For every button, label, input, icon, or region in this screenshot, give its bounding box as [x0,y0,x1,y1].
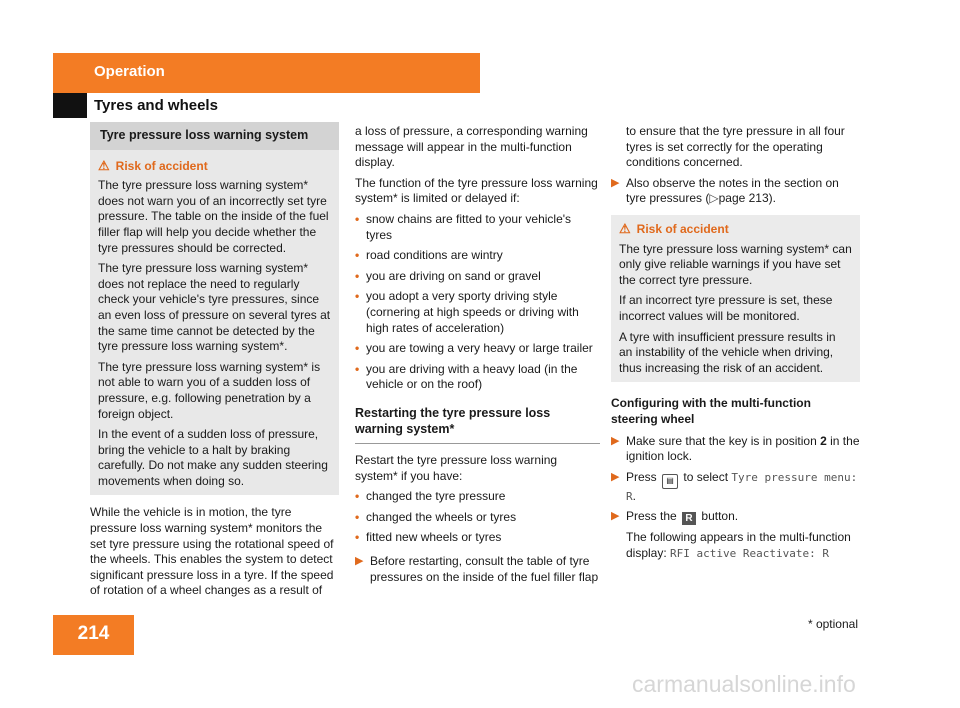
limitation-list [355,212,600,393]
watermark: carmanualsonline.info [632,671,856,697]
bullet-icon: • [355,361,360,376]
risk-paragraph: In the event of a sudden loss of pressure, bring the vehicle to a halt by braking carefully. Do not make any sudden steering movements when doing so. [98,427,328,488]
step-arrow-icon: ▶ [355,555,364,568]
page-ref: page 213). [718,191,776,206]
list-item: • changed the wheels or tyres [355,509,517,524]
page-ref-icon: ▷ [709,191,719,206]
header-marker [53,93,87,118]
bullet-icon: • [355,248,360,263]
risk-heading [98,158,331,175]
column-2 [355,124,600,590]
instruction-step: ▶ Make sure that the key is in position 2 in the ignition lock. [611,433,860,464]
r-button-icon: R [682,512,696,525]
body-paragraph: to ensure that the tyre pressure in all four tyres is set correctly for the operating conditions concerned. [626,124,845,170]
column-3 [611,124,860,566]
body-paragraph: Restart the tyre pressure loss warning system* if you have: [355,453,558,483]
step-arrow-icon: ▶ [611,434,620,447]
list-item: • road conditions are wintry [355,248,503,263]
key-position: 2 [820,433,827,448]
restart-heading: Restarting the tyre pressure loss warning system* [355,406,600,444]
warning-triangle-icon: ⚠ [619,220,631,236]
step-arrow-icon: ▶ [611,510,620,523]
footnote: * optional [807,617,858,631]
risk-paragraph: The tyre pressure loss warning system* does not warn you of an incorrectly set tyre pressure. The table on the inside of the fuel filler flap will help you decide whether the tyre pressures should be corrected. [98,178,329,255]
bullet-icon: • [355,211,360,226]
step-arrow-icon: ▶ [611,470,620,483]
config-heading: Configuring with the multi-function steering wheel [611,396,811,426]
box-title: Tyre pressure loss warning system [90,122,339,150]
risk-paragraph: The tyre pressure loss warning system* is not able to warn you of a sudden loss of pressure, e.g. following penetration by a foreign object. [98,359,321,421]
bullet-icon: • [355,509,360,524]
risk-box [90,150,339,496]
list-item: • fitted new wheels or tyres [355,530,502,545]
body-paragraph: a loss of pressure, a corresponding warning message will appear in the multi-function display. [355,124,588,170]
page-number-box [53,615,134,655]
instruction-step: ▶ Press the R button. [611,509,739,525]
subsection-title: Tyres and wheels [94,97,218,114]
bullet-icon: • [355,341,360,356]
section-title: Operation [94,63,165,80]
menu-item: Tyre pressure menu: R [626,470,858,503]
instruction-step: ▶ Also observe the notes in the section on tyre pressures (▷page 213). [611,175,839,206]
instruction-step: ▶ Before restarting, consult the table of tyre pressures on the inside of the fuel filler flap [355,554,599,584]
list-item: • you are driving on sand or gravel [355,268,541,283]
body-paragraph: The function of the tyre pressure loss warning system* is limited or delayed if: [355,175,598,206]
display-message: RFI active Reactivate: R [670,546,829,560]
list-item: • you adopt a very sporty driving style (cornering at high speeds or driving with high rates of acceleration) [355,289,579,335]
column-1 [90,122,339,604]
step-arrow-icon: ▶ [611,176,620,189]
bullet-icon: • [355,268,360,283]
restart-list [355,489,600,546]
risk-paragraph: If an incorrect tyre pressure is set, these incorrect values will be monitored. [619,293,833,323]
menu-button-icon: ▤ [662,474,678,489]
risk-paragraph: The tyre pressure loss warning system* does not replace the need to regularly check your vehicle's tyre pressures, since an even loss of pressure on several tyres at the same time cannot be detected by the tyre pressure loss warning system*. [98,261,331,354]
risk-heading [619,221,852,238]
body-paragraph: The following appears in the multi-function display: RFI active Reactivate: R [626,530,851,560]
info-box [90,122,339,495]
warning-triangle-icon: ⚠ [98,157,110,173]
list-item: • you are driving with a heavy load (in the vehicle or on the roof) [355,361,578,392]
bullet-icon: • [355,289,360,304]
risk-label: Risk of accident [636,221,729,236]
risk-paragraph: The tyre pressure loss warning system* can only give reliable warnings if you have set the correct tyre pressure. [619,241,852,287]
list-item: • changed the tyre pressure [355,489,506,504]
page-number: 214 [77,623,110,644]
risk-paragraph: A tyre with insufficient pressure results in an instability of the vehicle when driving, thus increasing the risk of an accident. [619,329,836,375]
instruction-step: ▶ Press ▤ to select Tyre pressure menu: R. [611,469,858,503]
list-item: • you are towing a very heavy or large trailer [355,341,593,356]
bullet-icon: • [355,489,360,504]
risk-box [611,215,860,382]
risk-label: Risk of accident [115,158,208,173]
list-item: • snow chains are fitted to your vehicle's tyres [355,211,572,242]
body-paragraph: While the vehicle is in motion, the tyre pressure loss warning system* monitors the set tyre pressure using the rotational speed of the wheels. This enables the system to detect significant pressure loss in a tyre. If the speed of rotation of a wheel changes as a result of [90,505,334,598]
bullet-icon: • [355,530,360,545]
